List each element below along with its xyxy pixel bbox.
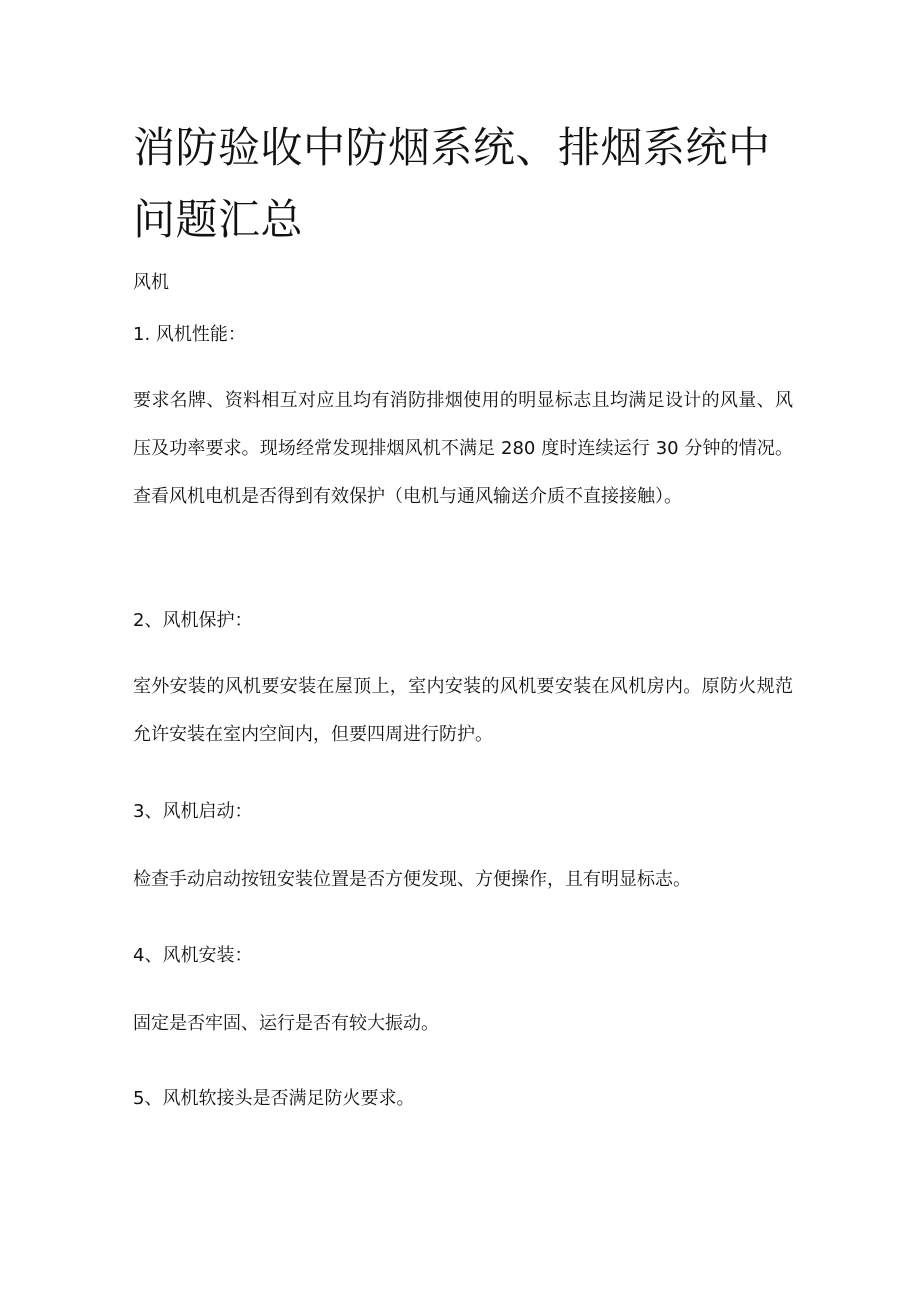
item-5-label: 5、风机软接头是否满足防火要求。 xyxy=(133,1088,415,1109)
item-2-label: 2、风机保护： xyxy=(133,610,253,631)
document-title: 消防验收中防烟系统、排烟系统中问题汇总 xyxy=(133,123,771,244)
item-2-text: 室外安装的风机要安装在屋顶上，室内安装的风机要安装在风机房内。原防火规范允许安装在室内空间内，但要四周进行防护。 xyxy=(133,676,793,745)
item-4-label: 4、风机安装： xyxy=(133,945,253,966)
item-4-text: 固定是否牢固、运行是否有较大振动。 xyxy=(133,1013,439,1034)
item-1-text: 要求名牌、资料相互对应且均有消防排烟使用的明显标志且均满足设计的风量、风压及功率要求。现场经常发现排烟风机不满足 280 度时连续运行 30 分钟的情况。查看风机电机是否得到有效保护（电机与通风输送介质不直接接触）。 xyxy=(133,390,793,507)
section-heading: 风机 xyxy=(133,272,169,293)
item-3-label: 3、风机启动： xyxy=(133,801,253,822)
item-1-label: 1. 风机性能： xyxy=(133,324,246,345)
item-3-text: 检查手动启动按钮安装位置是否方便发现、方便操作，且有明显标志。 xyxy=(133,869,691,890)
